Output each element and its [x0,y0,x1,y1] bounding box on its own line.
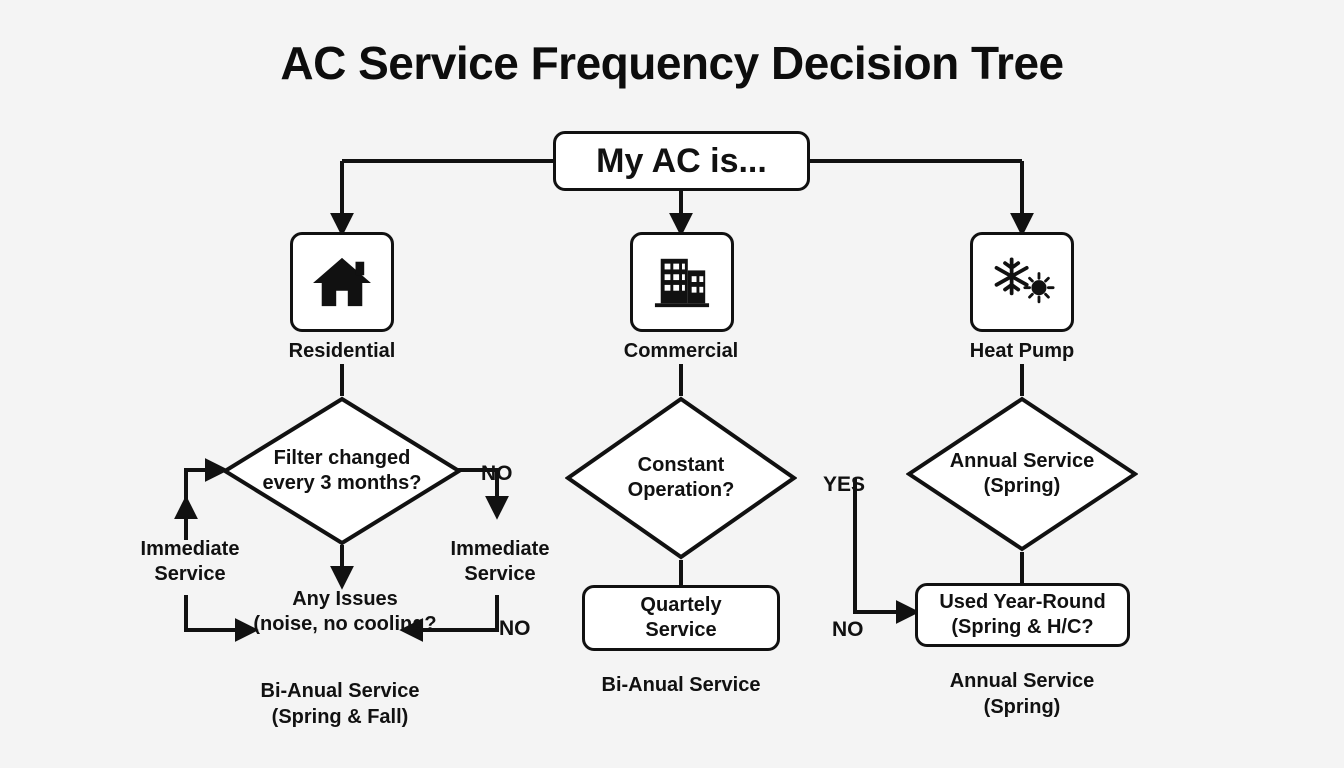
result-box-heat-pump-line2: (Spring & H/C? [951,616,1094,638]
branch-icon-heat-pump[interactable] [970,232,1074,332]
outcome-residential-final [215,678,465,730]
outcome-commercial-final-line1: Bi-Anual Service [601,674,761,696]
result-box-commercial[interactable] [582,585,780,651]
decision-commercial-text [565,396,797,560]
edge-label-heat-pump-yes: YES [823,473,866,496]
outcome-residential-immediate-left-line1: Immediate [140,538,240,560]
page-title: AC Service Frequency Decision Tree [280,37,1064,89]
result-box-commercial-line1: Quartely [640,594,722,616]
decision-residential-filter[interactable] [222,396,462,546]
decision-commercial-constant-operation[interactable] [565,396,797,560]
decision-heat-pump-annual[interactable] [906,396,1138,552]
branch-label-residential: Residential [288,340,396,362]
decision-commercial-line1: Constant [637,454,725,476]
result-box-heat-pump[interactable] [915,583,1130,647]
result-box-heat-pump-text [931,590,1113,640]
outcome-residential-final-line2: (Spring & Fall) [271,706,409,728]
edge-label-heat-pump-no: NO [832,618,864,641]
branch-icon-commercial[interactable] [630,232,734,332]
decision-residential-any-issues-line2: (noise, no cooling? [253,613,437,635]
root-node[interactable] [553,131,810,191]
decision-residential-line1: Filter changed [273,447,411,469]
decision-commercial-line2: Operation? [627,479,735,501]
edge-label-residential-no-2: NO [499,617,531,640]
outcome-commercial-final [556,672,806,698]
house-icon [293,235,391,329]
decision-residential-filter-text [222,396,462,546]
outcome-residential-immediate-right [430,537,570,587]
outcome-residential-immediate-right-line1: Immediate [450,538,550,560]
decision-residential-line2: every 3 months? [262,472,422,494]
decision-residential-any-issues-line1: Any Issues [292,588,398,610]
edge-label-residential-no: NO [481,462,513,485]
outcome-heat-pump-final [897,668,1147,720]
result-box-commercial-line2: Service [645,619,717,641]
outcome-residential-final-line1: Bi-Anual Service [260,680,420,702]
branch-label-heat-pump: Heat Pump [969,340,1075,362]
result-box-commercial-text [632,593,729,643]
decision-heat-pump-line2: (Spring) [983,475,1061,497]
office-building-icon [633,235,731,329]
snowflake-sun-icon [973,235,1071,329]
result-box-heat-pump-line1: Used Year-Round [939,591,1106,613]
outcome-residential-immediate-left-line2: Service [154,563,226,585]
decision-heat-pump-line1: Annual Service [949,450,1095,472]
outcome-residential-immediate-right-line2: Service [464,563,536,585]
branch-label-commercial: Commercial [623,340,739,362]
outcome-heat-pump-final-line2: (Spring) [983,696,1061,718]
root-node-label: My AC is... [596,141,767,180]
outcome-residential-immediate-left [120,537,260,587]
decision-residential-any-issues[interactable] [240,587,450,637]
outcome-heat-pump-final-line1: Annual Service [949,670,1095,692]
branch-icon-residential[interactable] [290,232,394,332]
decision-heat-pump-text [906,396,1138,552]
